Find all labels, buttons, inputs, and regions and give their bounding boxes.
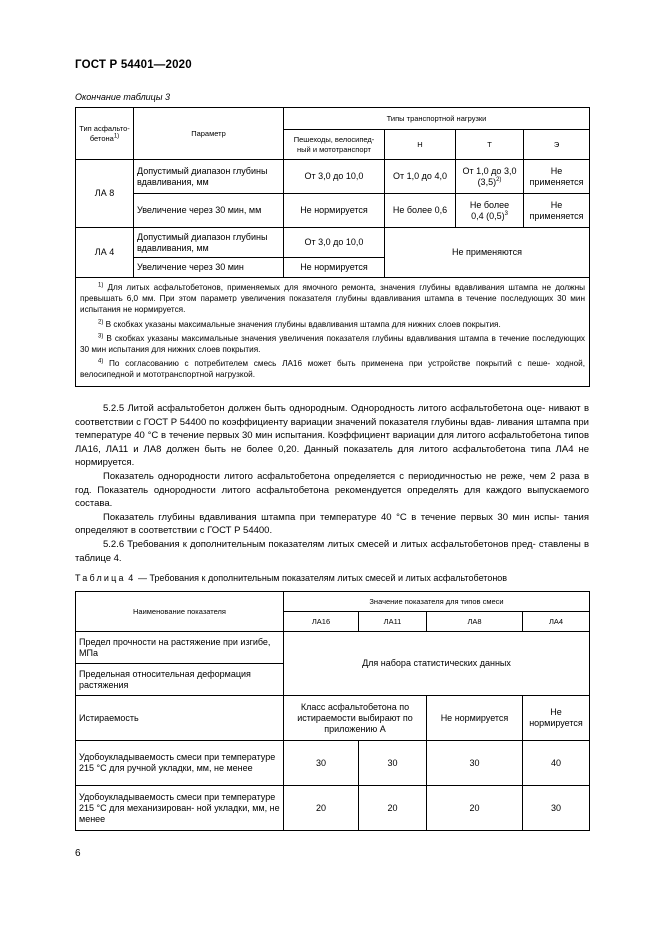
type-header-la8: ЛА8: [427, 612, 523, 632]
value-cell: Не нормируется: [284, 194, 385, 228]
value-cell: От 3,0 до 10,0: [284, 228, 385, 258]
table3-notes: [76, 278, 590, 387]
value-cell: 30: [359, 741, 427, 786]
value-cell: Не нормируется: [427, 696, 523, 741]
type-header-la16: ЛА16: [284, 612, 359, 632]
table4-caption: Таблица 4 — Требования к дополнительным показателям литых смесей и литых асфальтобетонов: [75, 573, 508, 583]
table-4: [75, 591, 590, 831]
page-number: 6: [75, 848, 81, 859]
col-values-header: Значение показателя для типов смеси: [284, 592, 590, 612]
document-header: ГОСТ Р 54401—2020: [75, 59, 192, 71]
note-1: $^{1)}$ Для литых асфальтобетонов, применяемых для ямочного ремонта, значения глубины вдавливания штампа не должны превышать 6,0 мм. При этом параметр увеличения показателя глубины вдавливания штампа в течение последующих 30 мин испытания не нормируется.: [80, 282, 586, 315]
value-cell: Не более 0,6: [385, 194, 456, 228]
type-header-la4: ЛА4: [523, 612, 590, 632]
paragraph-5-2-6: 5.2.6 Требования к дополнительным показателям литых смесей и литых асфальтобетонов пред- ставлены в таблице 4.: [75, 538, 589, 564]
value-cell: Не более 0,4 $(0,5)^3$: [456, 194, 524, 228]
value-cell: Не нормируется: [284, 258, 385, 278]
value-cell: От 1,0 до 3,0 $(3,5)^{2)}$: [456, 160, 524, 194]
col-load-header: Типы транспортной нагрузки: [284, 108, 590, 130]
row-name: Предельная относительная деформация растяжения: [76, 664, 284, 696]
note-3: $^{3)}$ В скобках указаны максимальные значения увеличения показателя глубины вдавливания штампа в течение последующих 30 мин испытания для нижних слоев покрытия.: [80, 333, 586, 355]
col-type-header: Тип асфальто- бетона$^{1)}$: [76, 108, 134, 160]
value-cell: Не применяется: [524, 194, 590, 228]
value-cell: Для набора статистических данных: [284, 632, 590, 696]
paragraph-5-2-5: 5.2.5 Литой асфальтобетон должен быть однородным. Однородность литого асфальтобетона оце- нивают в соответствии с ГОСТ Р 54400 по коэффициенту вариации значений показателя глубины вдав- ливания штампа при температуре 40 °С в течение первых 30 мин испытания. Коэффициент вариации для литого асфальтобетона типов ЛА16, ЛА11 и ЛА8 должен быть не более 0,20. Данный показатель для литого асфальтобетона типа ЛА4 не нормируется.: [75, 403, 589, 469]
col-param-header: Параметр: [134, 108, 284, 160]
paragraph-depth: Показатель глубины вдавливания штампа при температуре 40 °С в течение первых 30 мин испы- тания определяют в соответствии с ГОСТ Р 54400.: [75, 511, 589, 537]
la4-cell: ЛА 4: [76, 228, 134, 278]
row-name: Удобоукладываемость смеси при температуре 215 °С для механизирован- ной укладки, мм, не менее: [76, 786, 284, 831]
value-cell: 20: [284, 786, 359, 831]
paragraph-homogeneity: Показатель однородности литого асфальтобетона определяется с периодичностью не реже, чем 2 раза в год. Показатель однородности литого асфальтобетона рекомендуется определять для каждого выпускаемого состава.: [75, 470, 589, 510]
col-name-header: Наименование показателя: [76, 592, 284, 632]
param-range: Допустимый диапазон глубины вдавливания, мм: [134, 228, 284, 258]
row-name: Удобоукладываемость смеси при температуре 215 °С для ручной укладки, мм, не менее: [76, 741, 284, 786]
param-range: Допустимый диапазон глубины вдавливания, мм: [134, 160, 284, 194]
note-2: $^{2)}$ В скобках указаны максимальные значения глубины вдавливания штампа для нижних слоев покрытия.: [98, 318, 501, 329]
value-cell: 30: [427, 741, 523, 786]
row-name: Истираемость: [76, 696, 284, 741]
col-e-header: Э: [524, 130, 590, 160]
la8-cell: ЛА 8: [76, 160, 134, 228]
value-cell: 30: [284, 741, 359, 786]
type-header-la11: ЛА11: [359, 612, 427, 632]
body-text: [75, 402, 589, 565]
table3-continuation: Окончание таблицы 3: [75, 92, 170, 102]
param-increase: Увеличение через 30 мин, мм: [134, 194, 284, 228]
value-cell: Не применяется: [524, 160, 590, 194]
param-increase: Увеличение через 30 мин: [134, 258, 284, 278]
table-3: [75, 107, 590, 387]
col-t-header: Т: [456, 130, 524, 160]
value-cell: Не нормируется: [523, 696, 590, 741]
value-cell: 30: [523, 786, 590, 831]
value-cell: Не применяются: [385, 228, 590, 278]
value-cell: 20: [427, 786, 523, 831]
col-n-header: Н: [385, 130, 456, 160]
note-4: $^{4)}$ По согласованию с потребителем смесь ЛА16 может быть применена при устройстве покрытий с пеше- ходной, велосипедной и мототранспортной нагрузкой.: [80, 358, 586, 380]
value-cell: 20: [359, 786, 427, 831]
value-cell: 40: [523, 741, 590, 786]
value-cell: Класс асфальтобетона по истираемости выбирают по приложению А: [284, 696, 427, 741]
row-name: Предел прочности на растяжение при изгибе, МПа: [76, 632, 284, 664]
value-cell: От 1,0 до 4,0: [385, 160, 456, 194]
value-cell: От 3,0 до 10,0: [284, 160, 385, 194]
col-ped-header: Пешеходы, велосипед- ный и мототранспорт: [284, 130, 385, 160]
